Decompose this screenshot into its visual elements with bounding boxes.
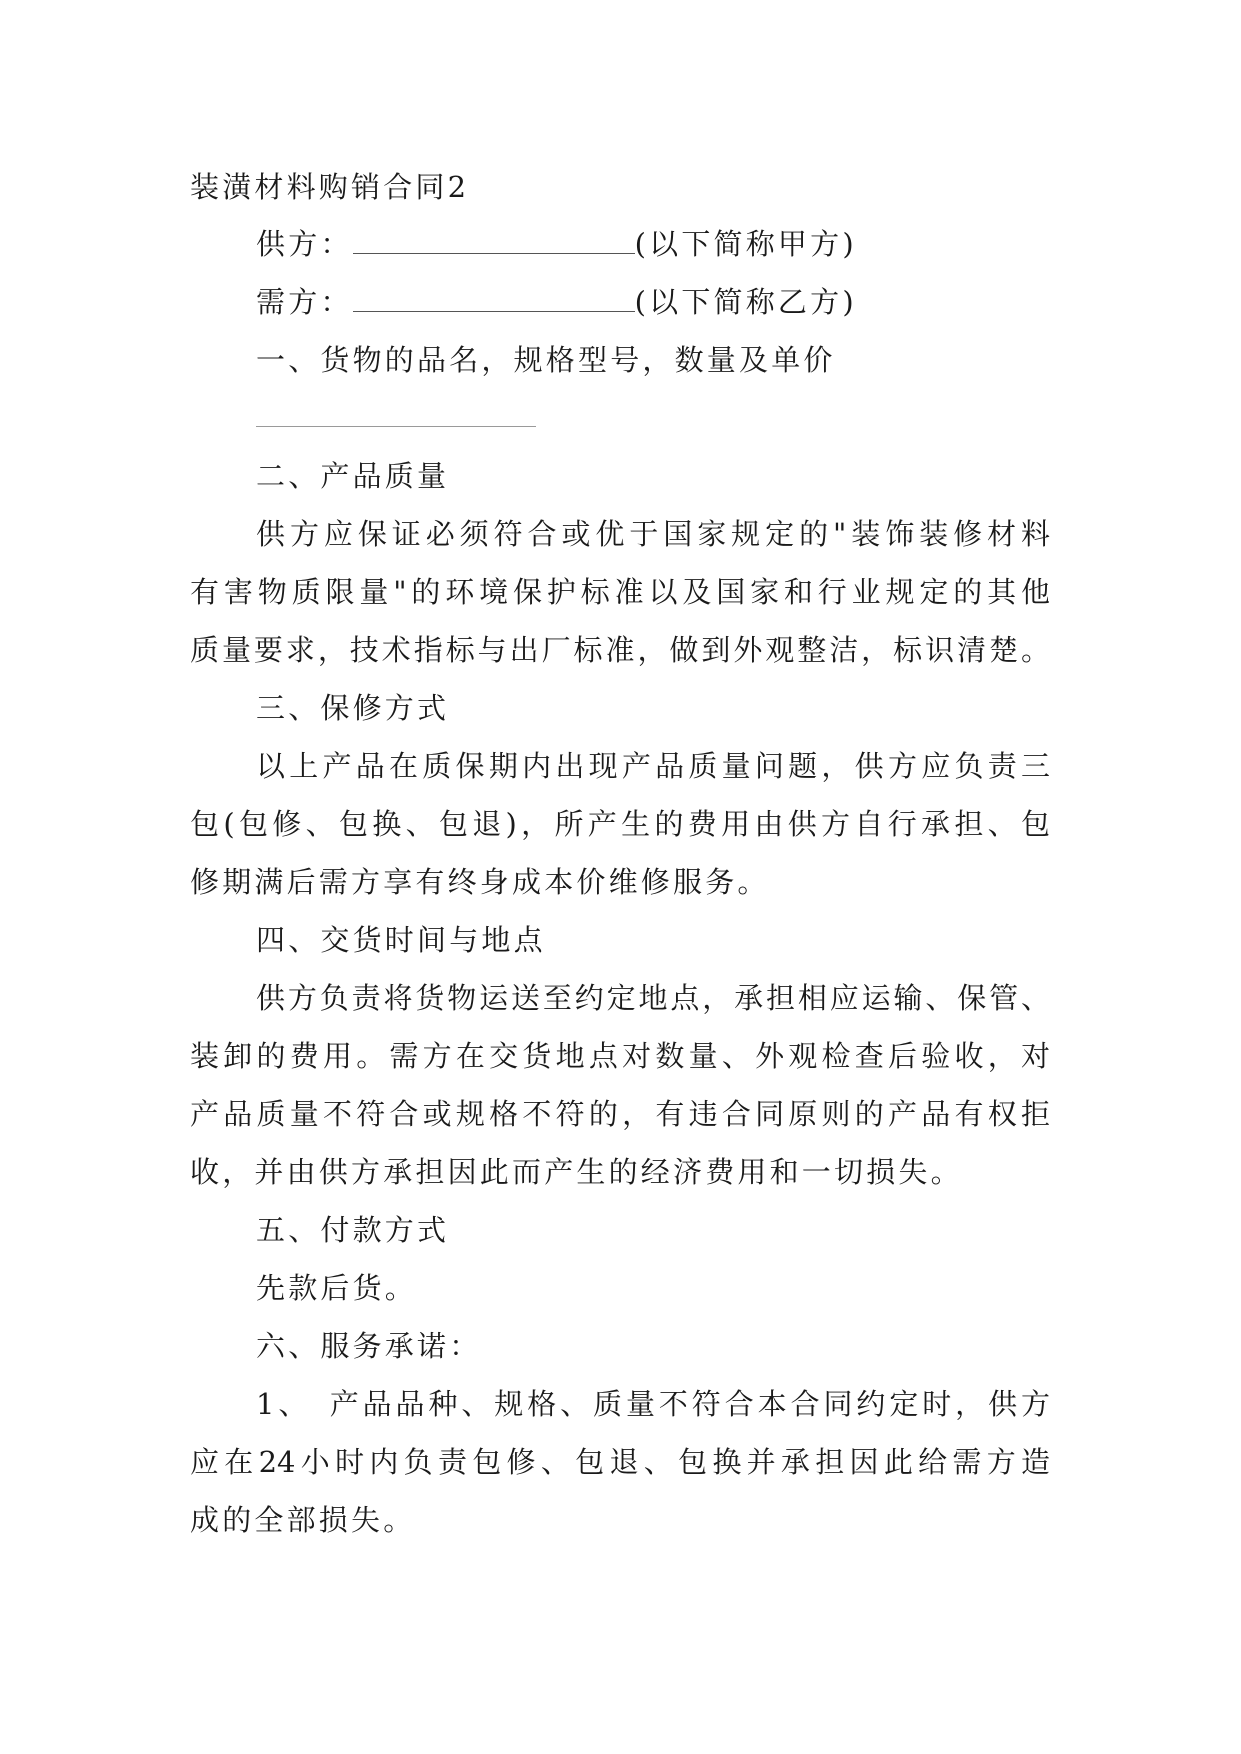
section-3-line: 包(包修、包换、包退)，所产生的费用由供方自行承担、包 xyxy=(190,807,1050,841)
section-2-line: 质量要求，技术指标与出厂标准，做到外观整洁，标识清楚。 xyxy=(190,633,1050,667)
section-2-heading: 二、产品质量 xyxy=(256,459,450,493)
section-5-text: 先款后货。 xyxy=(256,1271,418,1305)
section-6-line: 应在24小时内负责包修、包退、包换并承担因此给需方造 xyxy=(190,1445,1050,1479)
party-b-blank xyxy=(353,285,635,312)
party-a-blank xyxy=(353,227,635,254)
section-6-heading: 六、服务承诺： xyxy=(256,1329,482,1363)
party-b-label: 需方： xyxy=(256,285,353,319)
section-4-line: 产品质量不符合或规格不符的，有违合同原则的产品有权拒 xyxy=(190,1097,1050,1131)
section-4-line: 装卸的费用。需方在交货地点对数量、外观检查后验收，对 xyxy=(190,1039,1050,1073)
section-3-heading: 三、保修方式 xyxy=(256,691,450,725)
section-2-line: 有害物质限量"的环境保护标准以及国家和行业规定的其他 xyxy=(190,575,1050,609)
section-1-blank xyxy=(256,426,536,427)
party-a-suffix: (以下简称甲方) xyxy=(634,227,857,261)
document-title: 装潢材料购销合同2 xyxy=(190,170,470,204)
section-5-heading: 五、付款方式 xyxy=(256,1213,450,1247)
section-6-line: 1、 产品品种、规格、质量不符合本合同约定时，供方 xyxy=(256,1387,1050,1421)
party-a-line xyxy=(256,224,1050,264)
section-2-line: 供方应保证必须符合或优于国家规定的"装饰装修材料 xyxy=(256,517,1050,551)
section-4-line: 供方负责将货物运送至约定地点，承担相应运输、保管、 xyxy=(256,981,1050,1015)
section-4-heading: 四、交货时间与地点 xyxy=(256,923,546,957)
party-b-line xyxy=(256,282,1050,322)
party-b-suffix: (以下简称乙方) xyxy=(634,285,857,319)
section-3-line: 以上产品在质保期内出现产品质量问题，供方应负责三 xyxy=(256,749,1050,783)
section-3-line: 修期满后需方享有终身成本价维修服务。 xyxy=(190,865,770,899)
section-6-line: 成的全部损失。 xyxy=(190,1503,416,1537)
party-a-label: 供方： xyxy=(256,227,353,261)
section-4-line: 收，并由供方承担因此而产生的经济费用和一切损失。 xyxy=(190,1155,963,1189)
section-1-heading: 一、货物的品名，规格型号，数量及单价 xyxy=(256,343,836,377)
